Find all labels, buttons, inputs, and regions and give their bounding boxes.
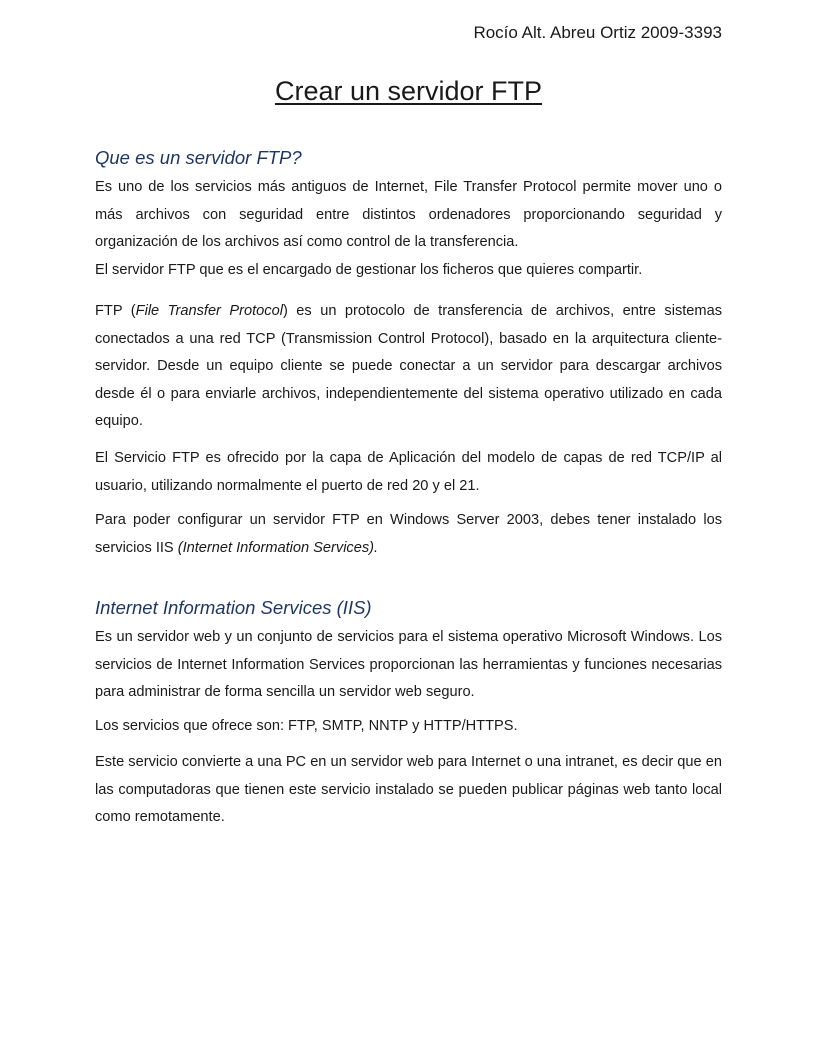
paragraph-text: [95, 298, 722, 436]
italic-text-run: File Transfer Protocol: [135, 303, 283, 319]
paragraph-iis-description: [95, 749, 722, 832]
paragraph-text: El servidor FTP que es el encargado de gestionar los ficheros que quieres compartir.: [95, 261, 643, 278]
text-run: FTP (: [95, 303, 136, 319]
paragraph-text: Es uno de los servicios más antiguos de Internet, File Transfer Protocol permite mover uno o más archivos con seguridad entre distintos ordenadores proporcionando seguridad y organización de los archivos así como control de la transferencia.: [95, 179, 722, 251]
page-title: [95, 75, 722, 107]
paragraph-iis-services: [95, 713, 722, 741]
paragraph-text: [95, 507, 722, 562]
paragraph-text: Los servicios que ofrece son: FTP, SMTP, NNTP y HTTP/HTTPS.: [95, 718, 518, 734]
paragraph-ftp-config: [95, 507, 722, 562]
paragraph-text: Es un servidor web y un conjunto de servicios para el sistema operativo Microsoft Windows. Los servicios de Internet Information Services proporcionan las herramientas y funciones necesarias para administrar de forma sencilla un servidor web seguro.: [95, 629, 722, 701]
text-run: Para poder configurar un servidor FTP en Windows Server 2003, debes tener instalado los servicios IIS: [95, 512, 722, 556]
paragraph-text: Este servicio convierte a una PC en un servidor web para Internet o una intranet, es decir que en las computadoras que tienen este servicio instalado se pueden publicar páginas web tanto local como remotamente.: [95, 754, 722, 826]
section-heading-ftp: Que es un servidor FTP?: [95, 147, 302, 168]
paragraph-ftp-service: [95, 445, 722, 500]
paragraph-ftp-definition: [95, 298, 722, 436]
page-title-text: Crear un servidor FTP: [274, 76, 543, 106]
section-heading-iis: Internet Information Services (IIS): [95, 597, 372, 618]
text-run: ) es un protocolo de transferencia de archivos, entre sistemas conectados a una red TCP (Transmission Control Protocol), basado en la arquitectura cliente-servidor. Desde un equipo cliente se puede conectar a un servidor para descargar archivos desde él o para enviarle archivos, independientemente del sistema operativo utilizado en cada equipo.: [95, 303, 722, 430]
paragraph-ftp-intro: [95, 174, 722, 284]
italic-text-run: (Internet Information Services).: [177, 539, 379, 556]
paragraph-text: El Servicio FTP es ofrecido por la capa de Aplicación del modelo de capas de red TCP/IP al usuario, utilizando normalmente el puerto de red 20 y el 21.: [95, 450, 722, 494]
author-header: Rocío Alt. Abreu Ortiz 2009-3393: [473, 23, 722, 42]
paragraph-iis-intro: [95, 624, 722, 707]
